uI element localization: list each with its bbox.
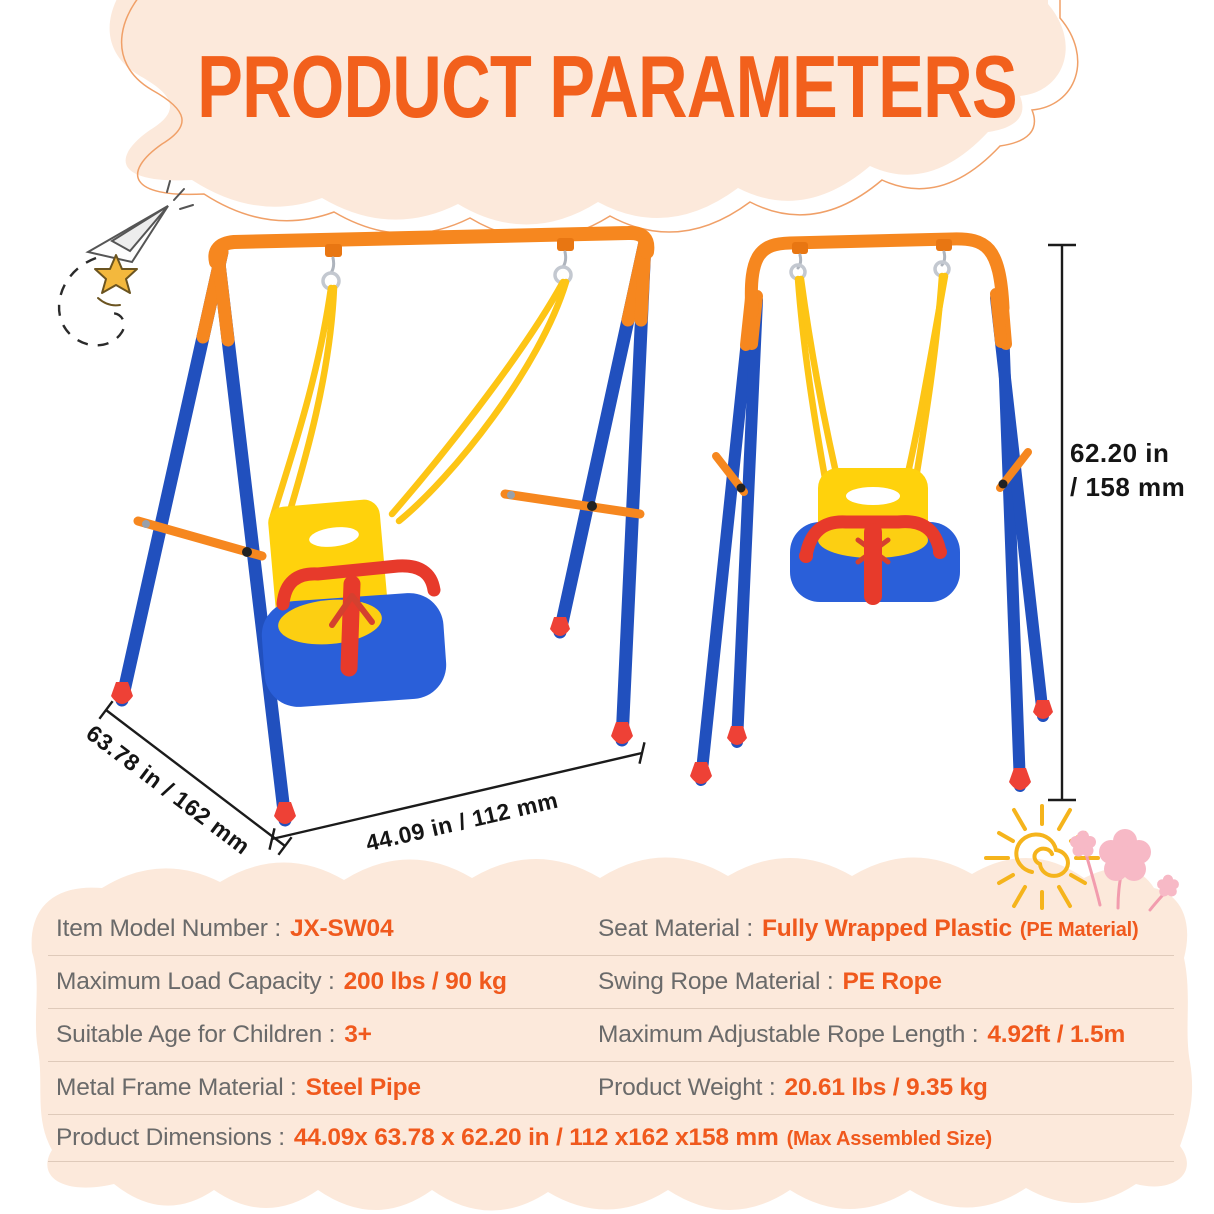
spec-value: PE Rope — [842, 968, 942, 995]
height-dimension-line1: 62.20 in — [1070, 438, 1170, 468]
spec-label: Maximum Adjustable Rope Length : — [598, 1021, 979, 1048]
spec-label: Seat Material : — [598, 915, 753, 942]
depth-dimension-label: 63.78 in / 162 mm — [81, 719, 256, 860]
table-row — [48, 903, 1174, 956]
right-swing-illustration — [690, 239, 1053, 790]
spec-value: Steel Pipe — [305, 1074, 421, 1101]
spec-label: Metal Frame Material : — [56, 1074, 297, 1101]
spec-label: Item Model Number : — [56, 915, 281, 942]
header — [0, 36, 1214, 138]
table-row — [48, 1062, 1174, 1115]
table-row — [48, 1115, 1174, 1162]
spec-product-weight — [598, 1074, 1174, 1102]
spec-item-model-number — [48, 915, 598, 943]
spec-note: (PE Material) — [1019, 919, 1139, 941]
spec-value: 20.61 lbs / 9.35 kg — [784, 1074, 988, 1101]
spec-value: 200 lbs / 90 kg — [343, 968, 507, 995]
spec-rope-material — [598, 968, 1174, 996]
page-title: PRODUCT PARAMETERS — [197, 37, 1017, 136]
spec-product-dimensions — [48, 1124, 992, 1152]
spec-value: JX-SW04 — [289, 915, 394, 942]
height-dimension-label — [1070, 436, 1185, 504]
spec-table — [48, 903, 1174, 1162]
table-row — [48, 956, 1174, 1009]
spec-value: 3+ — [344, 1021, 372, 1048]
spec-label: Maximum Load Capacity : — [56, 968, 335, 995]
spec-label: Product Dimensions : — [56, 1124, 285, 1151]
spec-label: Swing Rope Material : — [598, 968, 834, 995]
table-row — [48, 1009, 1174, 1062]
spec-label: Suitable Age for Children : — [56, 1021, 336, 1048]
spec-frame-material — [48, 1074, 598, 1102]
spec-value: 4.92ft / 1.5m — [987, 1021, 1126, 1048]
spec-label: Product Weight : — [598, 1074, 776, 1101]
spec-max-load — [48, 968, 598, 996]
left-swing-illustration — [111, 233, 647, 824]
spec-seat-material — [598, 915, 1174, 943]
spec-note: (Max Assembled Size) — [786, 1128, 992, 1150]
spec-suitable-age — [48, 1021, 598, 1049]
paper-plane-icon — [88, 181, 193, 262]
spec-value: 44.09x 63.78 x 62.20 in / 112 x162 x158 mm — [293, 1124, 779, 1151]
spec-value: Fully Wrapped Plastic — [761, 915, 1012, 942]
height-dimension-line2: / 158 mm — [1070, 472, 1186, 502]
width-dimension-label: 44.09 in / 112 mm — [363, 786, 561, 857]
spec-rope-length — [598, 1021, 1174, 1049]
